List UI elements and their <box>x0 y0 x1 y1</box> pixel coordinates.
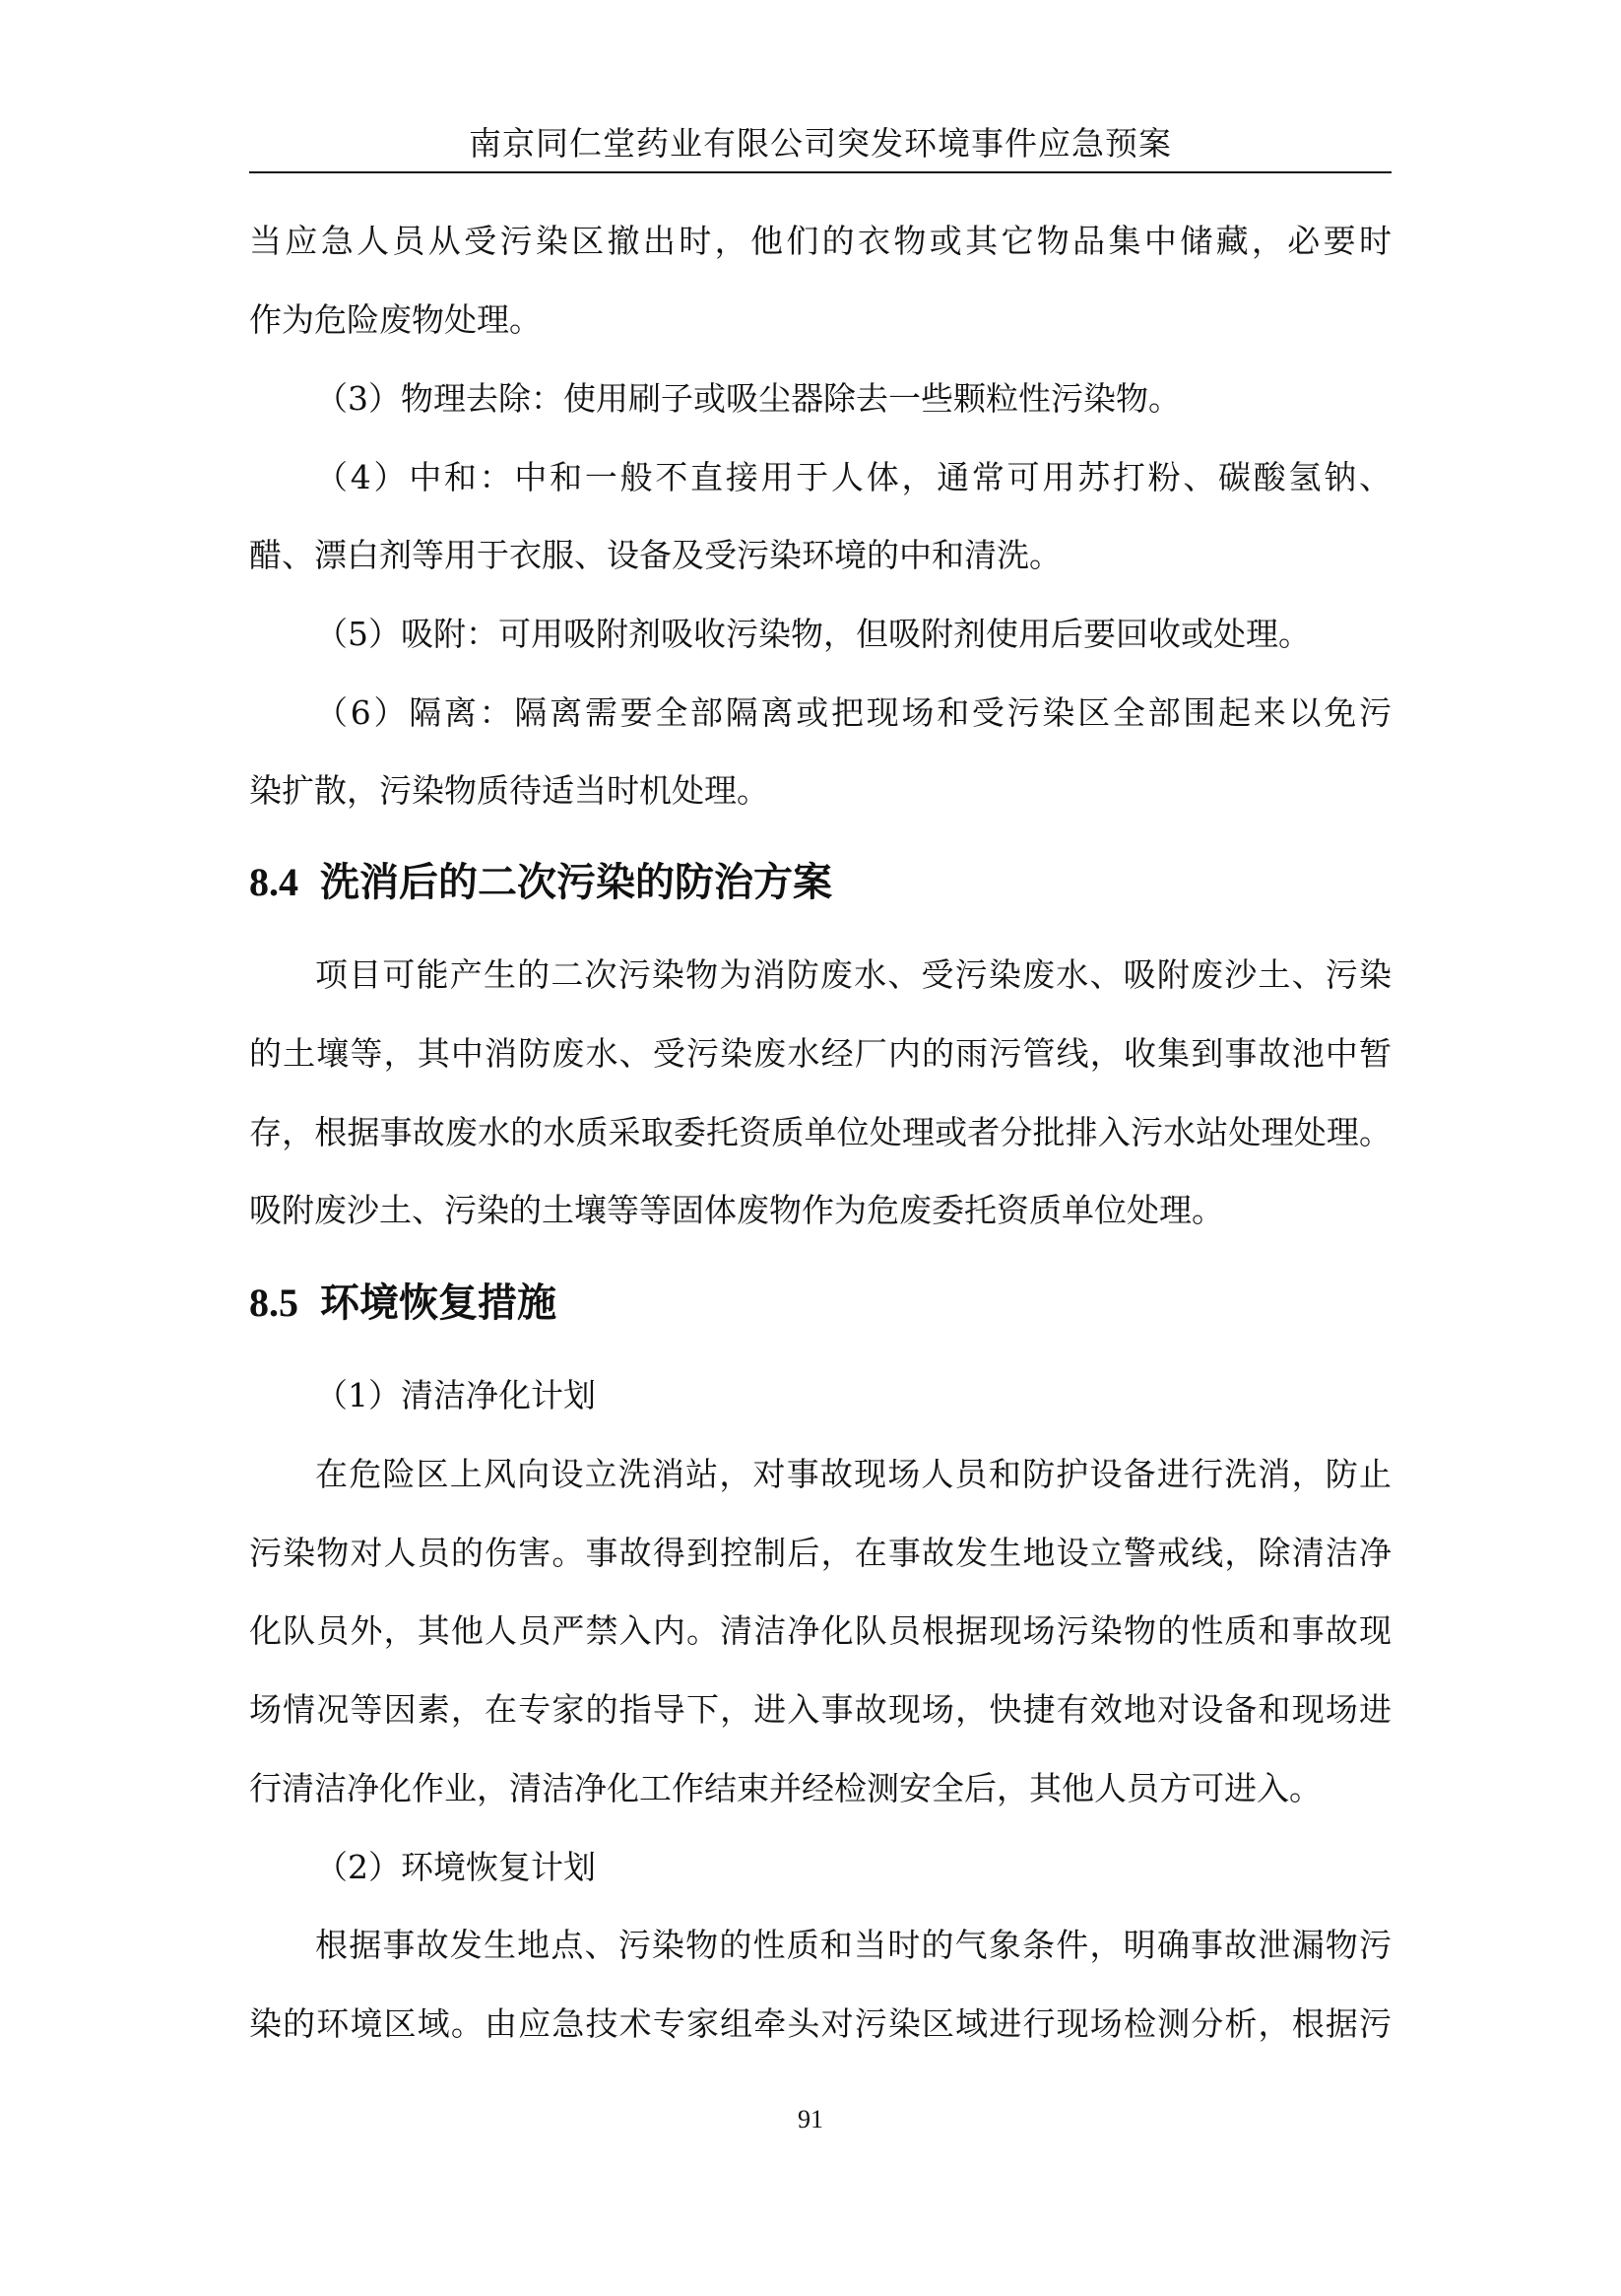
paragraph-line: 的土壤等，其中消防废水、受污染废水经厂内的雨污管线，收集到事故池中暂 <box>249 1034 1392 1073</box>
header-title: 南京同仁堂药业有限公司突发环境事件应急预案 <box>469 124 1172 163</box>
section-number: 8.5 <box>249 1280 298 1325</box>
paragraph-line: 污染物对人员的伤害。事故得到控制后，在事故发生地设立警戒线，除清洁净 <box>249 1534 1392 1572</box>
paragraph-line: 根据事故发生地点、污染物的性质和当时的气象条件，明确事故泄漏物污 <box>315 1926 1392 1964</box>
list-item: （4）中和：中和一般不直接用于人体，通常可用苏打粉、碳酸氢钠、 <box>315 458 1392 496</box>
paragraph-line: 作为危险废物处理。 <box>249 300 542 339</box>
paragraph-line: 染的环境区域。由应急技术专家组牵头对污染区域进行现场检测分析，根据污 <box>249 2004 1392 2043</box>
section-heading-8-4 <box>249 859 832 906</box>
paragraph-line: 行清洁净化作业，清洁净化工作结束并经检测安全后，其他人员方可进入。 <box>249 1769 1322 1807</box>
paragraph-line: 项目可能产生的二次污染物为消防废水、受污染废水、吸附废沙土、污染 <box>315 955 1392 994</box>
list-item: （5）吸附：可用吸附剂吸收污染物，但吸附剂使用后要回收或处理。 <box>315 615 1311 653</box>
subsection-title: （2）环境恢复计划 <box>315 1848 596 1886</box>
paragraph-line: 在危险区上风向设立洗消站，对事故现场人员和防护设备进行洗消，防止 <box>315 1455 1392 1493</box>
paragraph-line: 当应急人员从受污染区撤出时，他们的衣物或其它物品集中储藏，必要时 <box>249 222 1392 260</box>
list-item: （3）物理去除：使用刷子或吸尘器除去一些颗粒性污染物。 <box>315 379 1181 418</box>
list-item: （6）隔离：隔离需要全部隔离或把现场和受污染区全部围起来以免污 <box>315 693 1392 732</box>
header-divider <box>249 171 1392 173</box>
page-number: 91 <box>798 2105 823 2133</box>
section-title: 环境恢复措施 <box>320 1280 556 1325</box>
paragraph-line: 存，根据事故废水的水质采取委托资质单位处理或者分批排入污水站处理处理。 <box>249 1113 1392 1151</box>
subsection-title: （1）清洁净化计划 <box>315 1376 596 1414</box>
paragraph-line: 场情况等因素，在专家的指导下，进入事故现场，快捷有效地对设备和现场进 <box>249 1690 1392 1729</box>
paragraph-line: 化队员外，其他人员严禁入内。清洁净化队员根据现场污染物的性质和事故现 <box>249 1611 1392 1650</box>
paragraph-line: 醋、漂白剂等用于衣服、设备及受污染环境的中和清洗。 <box>249 536 1062 574</box>
section-title: 洗消后的二次污染的防治方案 <box>320 860 832 904</box>
paragraph-line: 吸附废沙土、污染的土壤等等固体废物作为危废委托资质单位处理。 <box>249 1191 1224 1229</box>
section-heading-8-5 <box>249 1279 556 1327</box>
section-number: 8.4 <box>249 860 298 904</box>
paragraph-line: 染扩散，污染物质待适当时机处理。 <box>249 771 769 810</box>
